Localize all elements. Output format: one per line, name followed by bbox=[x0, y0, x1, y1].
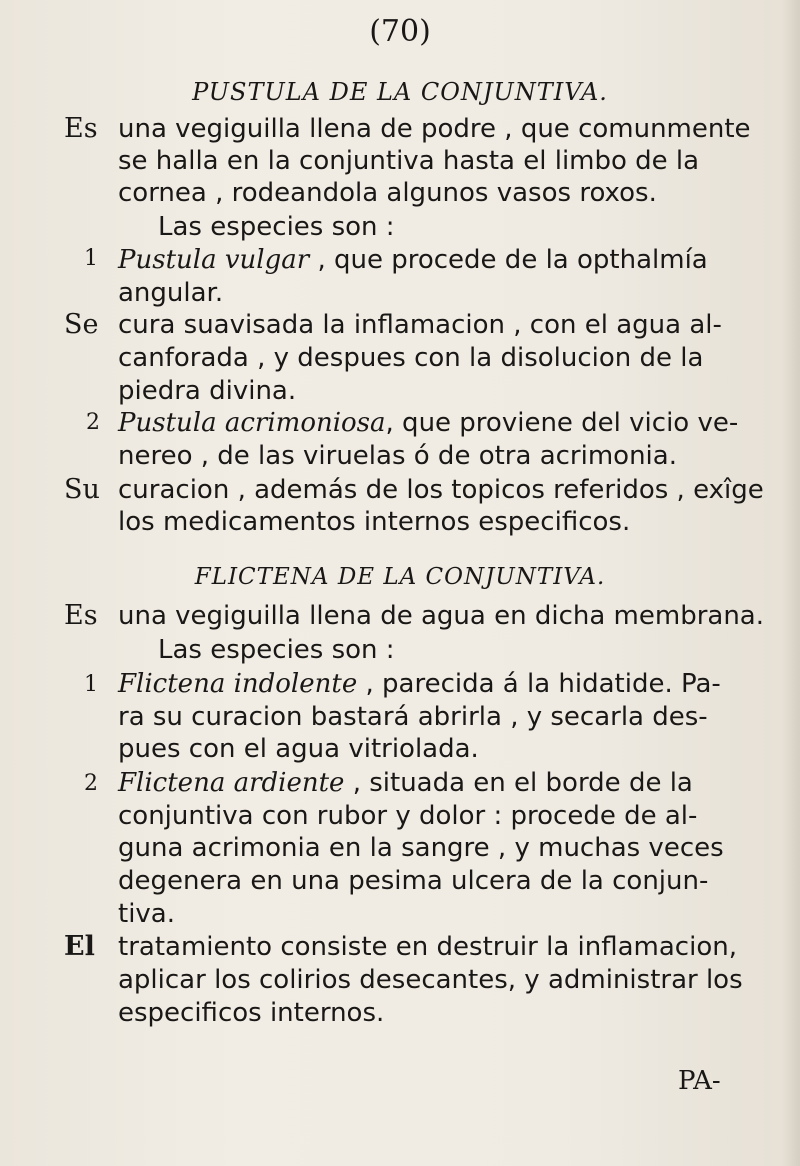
text-line: conjuntiva con rubor y dolor : procede de al- bbox=[118, 801, 698, 831]
text-line: nereo , de las viruelas ó de otra acrimonia. bbox=[118, 441, 677, 471]
term-description: , situada en el borde de la bbox=[344, 768, 693, 798]
text-line: angular. bbox=[118, 278, 224, 308]
text-line: guna acrimonia en la sangre , y muchas veces bbox=[118, 833, 724, 863]
list-item-line bbox=[118, 767, 693, 799]
text-line: se halla en la conjuntiva hasta el limbo de la bbox=[118, 146, 700, 176]
text-line: curacion , además de los topicos referidos , exîge bbox=[118, 475, 764, 505]
text-line: una vegiguilla llena de podre , que comunmente bbox=[118, 114, 751, 144]
text-line: canforada , y despues con la disolucion de la bbox=[118, 343, 704, 373]
list-item-line bbox=[118, 244, 708, 276]
page-number: (70) bbox=[369, 14, 431, 49]
list-number: 2 bbox=[84, 771, 98, 796]
term-description: , que procede de la opthalmía bbox=[309, 245, 708, 275]
section-heading-flictena: FLICTENA DE LA CONJUNTIVA. bbox=[194, 564, 606, 590]
list-number: 1 bbox=[84, 246, 98, 271]
term-description: , que proviene del vicio ve- bbox=[385, 408, 739, 438]
text-line: aplicar los colirios desecantes, y administrar los bbox=[118, 965, 743, 995]
text-line: degenera en una pesima ulcera de la conjun- bbox=[118, 866, 709, 896]
catchword: PA- bbox=[678, 1066, 721, 1096]
text-line: Las especies son : bbox=[158, 212, 395, 242]
text-line: los medicamentos internos especificos. bbox=[118, 507, 631, 537]
text-line: especificos internos. bbox=[118, 998, 385, 1028]
text-line: pues con el agua vitriolada. bbox=[118, 734, 479, 764]
term-italic: Pustula acrimoniosa bbox=[118, 408, 386, 438]
text-line: cornea , rodeandola algunos vasos roxos. bbox=[118, 178, 657, 208]
text-line: una vegiguilla llena de agua en dicha membrana. bbox=[118, 601, 765, 631]
list-item-line bbox=[118, 668, 721, 700]
list-number: 2 bbox=[86, 410, 100, 435]
term-italic: Pustula vulgar bbox=[118, 245, 310, 275]
term-description: , parecida á la hidatide. Pa- bbox=[357, 669, 721, 699]
term-italic: Flictena ardiente bbox=[118, 768, 345, 798]
paragraph-lead: Es bbox=[64, 600, 98, 631]
paragraph-lead: El bbox=[64, 931, 95, 962]
list-item-line bbox=[118, 407, 738, 439]
text-line: cura suavisada la inflamacion , con el agua al- bbox=[118, 310, 722, 340]
section-heading-pustula: PUSTULA DE LA CONJUNTIVA. bbox=[192, 78, 608, 106]
term-italic: Flictena indolente bbox=[118, 669, 358, 699]
paragraph-lead: Es bbox=[64, 113, 98, 144]
list-number: 1 bbox=[84, 672, 98, 697]
paragraph-lead: Se bbox=[64, 309, 99, 340]
text-line: piedra divina. bbox=[118, 376, 297, 406]
paragraph-lead: Su bbox=[64, 474, 100, 505]
text-line: ra su curacion bastará abrirla , y secarla des- bbox=[118, 702, 708, 732]
text-line: tratamiento consiste en destruir la inflamacion, bbox=[118, 932, 737, 962]
text-line: Las especies son : bbox=[158, 635, 395, 665]
text-line: tiva. bbox=[118, 899, 176, 929]
